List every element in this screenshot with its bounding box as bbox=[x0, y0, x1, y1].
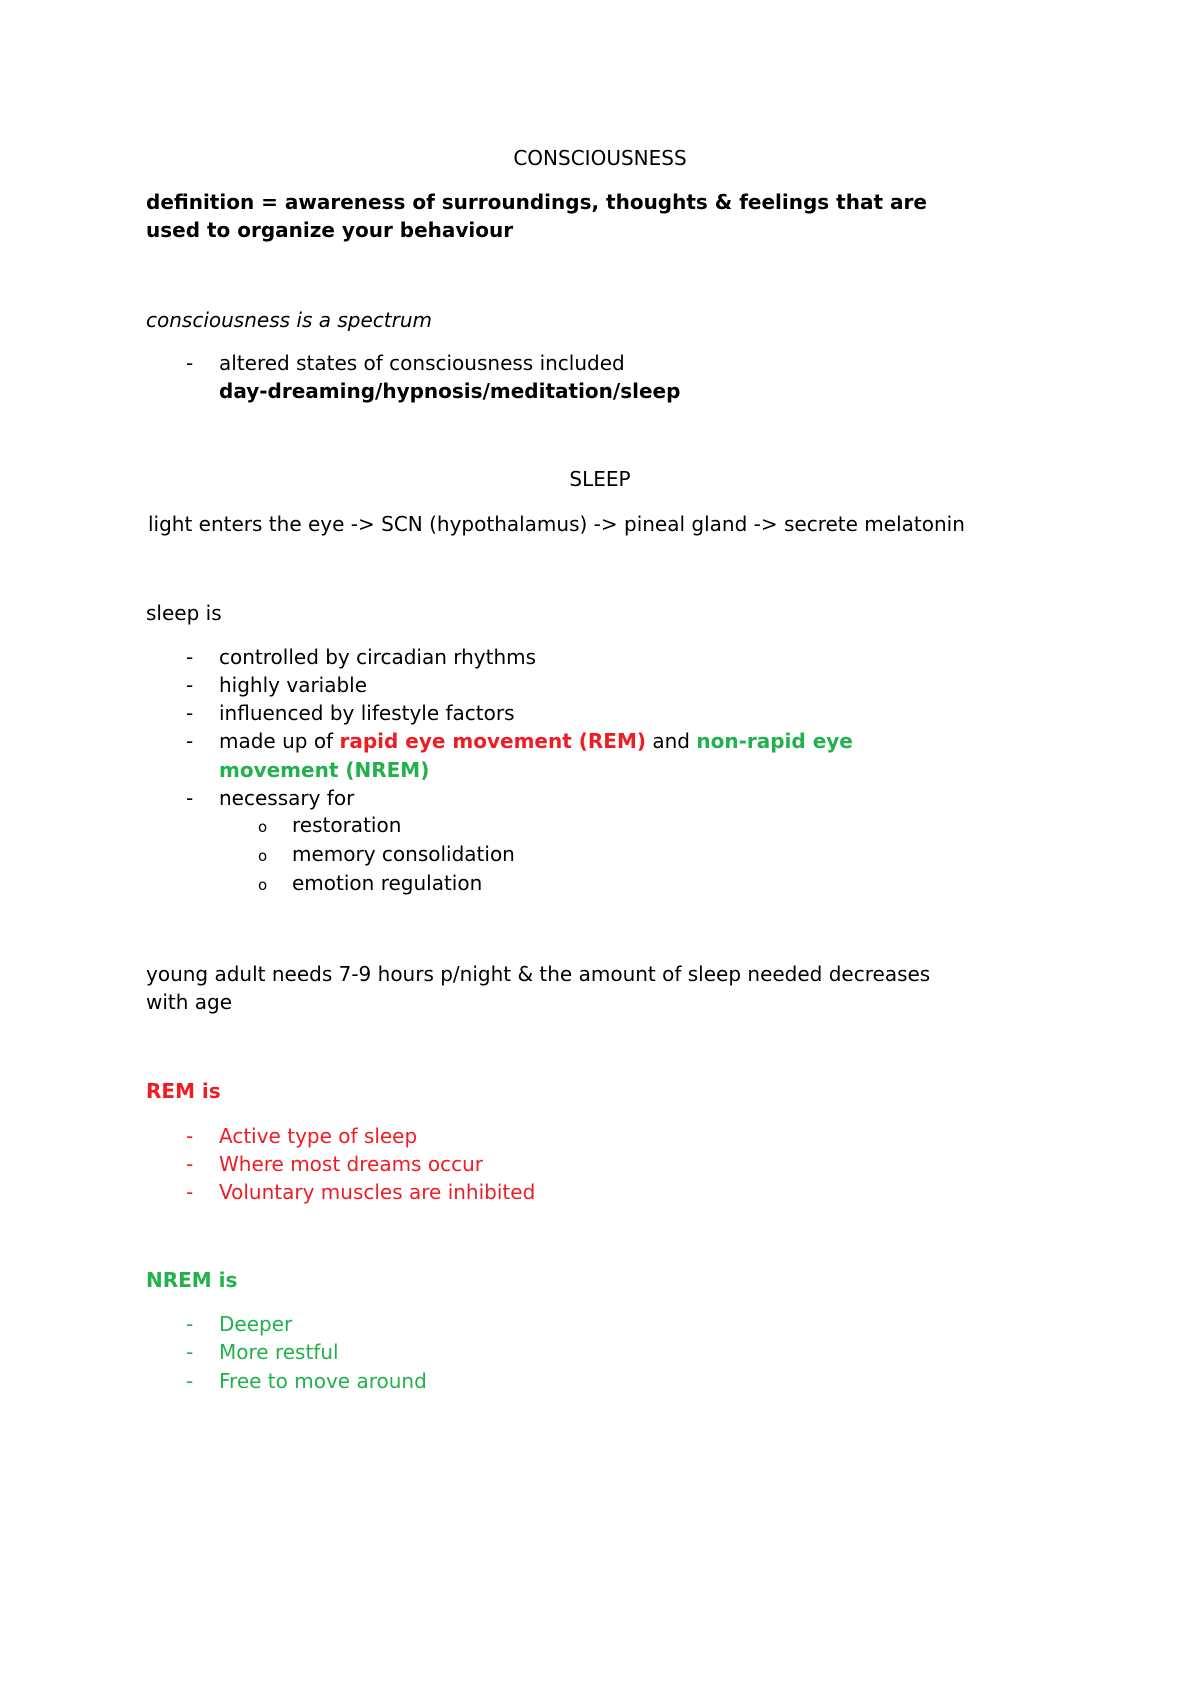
hours-line-1: young adult needs 7-9 hours p/night & the amount of sleep needed decreases bbox=[146, 962, 931, 986]
sleep-bullet-necessary: necessary for bbox=[219, 786, 355, 810]
rem-term: rapid eye movement (REM) bbox=[339, 729, 647, 753]
sub-bullet-marker: o bbox=[258, 876, 268, 894]
rem-bullet-muscles: Voluntary muscles are inhibited bbox=[219, 1180, 536, 1204]
nrem-heading: NREM is bbox=[146, 1268, 238, 1292]
bullet-dash: - bbox=[186, 701, 194, 725]
sleep-pathway: light enters the eye -> SCN (hypothalamus) -> pineal gland -> secrete melatonin bbox=[148, 512, 965, 536]
nrem-term-part-1: non-rapid eye bbox=[696, 729, 853, 753]
bullet-dash: - bbox=[186, 1312, 194, 1336]
altered-states-line-1: altered states of consciousness included bbox=[219, 351, 625, 375]
made-up-prefix: made up of bbox=[219, 729, 340, 753]
nrem-bullet-deeper: Deeper bbox=[219, 1312, 293, 1336]
bullet-dash: - bbox=[186, 1180, 194, 1204]
sleep-heading: sleep is bbox=[146, 601, 222, 625]
sub-bullet-marker: o bbox=[258, 847, 268, 865]
bullet-dash: - bbox=[186, 673, 194, 697]
bullet-dash: - bbox=[186, 729, 194, 753]
bullet-dash: - bbox=[186, 786, 194, 810]
definition-line-2: used to organize your behaviour bbox=[146, 218, 514, 242]
rem-bullet-active: Active type of sleep bbox=[219, 1124, 418, 1148]
nrem-bullet-restful: More restful bbox=[219, 1340, 339, 1364]
definition-line-1: definition = awareness of surroundings, thoughts & feelings that are bbox=[146, 190, 927, 214]
made-up-and: and bbox=[646, 729, 697, 753]
rem-bullet-dreams: Where most dreams occur bbox=[219, 1152, 483, 1176]
altered-states-line-2: day-dreaming/hypnosis/meditation/sleep bbox=[219, 379, 681, 403]
sleep-bullet-made-up bbox=[219, 727, 853, 755]
sleep-bullet-lifestyle: influenced by lifestyle factors bbox=[219, 701, 515, 725]
consciousness-title: CONSCIOUSNESS bbox=[513, 146, 687, 170]
spectrum-heading: consciousness is a spectrum bbox=[146, 308, 432, 332]
bullet-dash: - bbox=[186, 351, 194, 375]
sleep-title: SLEEP bbox=[569, 467, 631, 491]
bullet-dash: - bbox=[186, 1369, 194, 1393]
hours-line-2: with age bbox=[146, 990, 233, 1014]
bullet-dash: - bbox=[186, 1124, 194, 1148]
bullet-dash: - bbox=[186, 645, 194, 669]
sleep-bullet-circadian: controlled by circadian rhythms bbox=[219, 645, 537, 669]
rem-heading: REM is bbox=[146, 1079, 221, 1103]
bullet-dash: - bbox=[186, 1152, 194, 1176]
sub-bullet-restoration: restoration bbox=[292, 813, 402, 837]
sleep-bullet-variable: highly variable bbox=[219, 673, 368, 697]
sub-bullet-memory: memory consolidation bbox=[292, 842, 515, 866]
nrem-bullet-move: Free to move around bbox=[219, 1369, 427, 1393]
nrem-term-part-2: movement (NREM) bbox=[219, 758, 430, 782]
sub-bullet-emotion: emotion regulation bbox=[292, 871, 483, 895]
sub-bullet-marker: o bbox=[258, 818, 268, 836]
bullet-dash: - bbox=[186, 1340, 194, 1364]
